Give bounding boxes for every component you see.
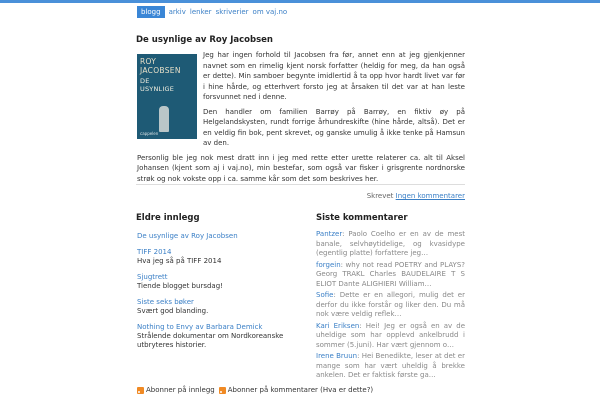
feed-links — [137, 386, 377, 394]
comment-author-link[interactable]: Kari Eriksen — [316, 321, 360, 330]
rss-icon — [219, 387, 226, 394]
cover-publisher: cappelen — [140, 131, 159, 136]
nav-arkiv[interactable]: arkiv — [168, 8, 186, 16]
comment-item — [316, 352, 465, 381]
comments-link[interactable]: Ingen kommentarer — [395, 192, 465, 200]
nav-skriverier[interactable]: skriverier — [215, 8, 249, 16]
cover-title-line2: USYNLIGE — [140, 85, 174, 93]
older-posts-title: Eldre innlegg — [136, 213, 200, 223]
comments-feed-link[interactable]: Abonner på kommentarer (Hva er dette?) — [227, 386, 374, 394]
older-posts-list — [137, 231, 302, 356]
comment-excerpt: : Paolo Coelho er en av de mest banale, selvhøytidelige, og kvasidype (egentlig platte) forfattere jeg… — [316, 230, 465, 257]
comment-author-link[interactable]: Irene Bruun — [316, 352, 358, 360]
recent-comments-list — [316, 230, 465, 383]
comment-excerpt: : Hei! Jeg er også en av de uheldige som har opplevd ankelbrudd i sommer (5.juni). Har vært gjennom o… — [316, 321, 465, 349]
nav-blogg[interactable]: blogg — [137, 6, 165, 18]
older-post-summary: Tiende blogget bursdag! — [137, 282, 223, 290]
top-accent-bar — [0, 0, 600, 3]
older-post-link[interactable]: TIFF 2014 — [137, 248, 172, 256]
post-divider — [136, 184, 465, 185]
list-item — [137, 322, 302, 350]
comment-author-link[interactable]: Pantzer — [316, 230, 343, 238]
list-item — [137, 272, 302, 291]
cover-author-line2: JACOBSEN — [140, 66, 181, 75]
comment-excerpt: : Hei Benedikte, leser at det er mange som har vært uheldig å brekke ankelen. Det er faktisk første ga… — [316, 352, 465, 379]
older-post-link[interactable]: De usynlige av Roy Jacobsen — [137, 232, 238, 240]
posts-feed-link[interactable]: Abonner på innlegg — [146, 386, 215, 394]
comment-item — [316, 322, 465, 351]
post-paragraph: Den handler om familien Barrøy på Barrøy, en fiktiv øy på Helgelandskysten, rundt forrige århundreskifte (hine hårde, altså). Det er en veldig fin bok, pent skrevet, og ganske umulig å ikke tenke på Hamsun av den. — [203, 107, 465, 147]
cover-author-line1: ROY — [140, 57, 157, 66]
nav-om[interactable]: om vaj.no — [252, 8, 288, 16]
comment-item — [316, 230, 465, 259]
cover-figure — [159, 106, 169, 132]
post-title[interactable]: De usynlige av Roy Jacobsen — [136, 35, 273, 45]
list-item — [137, 297, 302, 316]
post-meta — [136, 192, 465, 200]
cover-title-line1: DE — [140, 77, 150, 85]
main-nav — [137, 6, 291, 18]
comment-excerpt: : why not read POETRY and PLAYS? Georg TRAKL Charles BAUDELAIRE T S ELIOT Dante ALIGHIERI William… — [316, 260, 465, 288]
comment-author-link[interactable]: Sofie — [316, 291, 334, 299]
comment-item — [316, 261, 465, 290]
list-item — [137, 231, 302, 241]
older-post-summary: Strålende dokumentar om Nordkoreanske utbryteres historier. — [137, 332, 284, 349]
recent-comments-title: Siste kommentarer — [316, 213, 408, 223]
older-post-link[interactable]: Nothing to Envy av Barbara Demick — [137, 323, 263, 331]
comment-excerpt: : Dette er en allegori, mulig det er derfor du ikke forstår og liker den. Du må nok være veldig reflek… — [316, 291, 465, 318]
older-post-link[interactable]: Siste seks bøker — [137, 298, 194, 306]
list-item — [137, 247, 302, 266]
meta-prefix: Skrevet — [366, 192, 394, 200]
book-cover-image — [137, 54, 197, 139]
comment-item — [316, 291, 465, 320]
post-paragraph: Jeg har ingen forhold til Jacobsen fra før, annet enn at jeg gjenkjenner navnet som en rimelig kjent norsk forfatter (heldig for meg, da han også er dette). Min samboer begynte imidlertid å ta opp hvor hardt livet var før i hine hårde, og etterhvert forsto jeg at årsaken til det var at han leste forsvunnet ned i denne. — [203, 51, 465, 101]
nav-lenker[interactable]: lenker — [189, 8, 212, 16]
older-post-link[interactable]: Sjugtrett — [137, 273, 168, 281]
older-post-summary: Svært god blanding. — [137, 307, 209, 315]
post-paragraph: Personlig ble jeg nok mest dratt inn i jeg med rette etter urette relaterer ca. alt til Aksel Johansen (kjent som aj i vaj.no), min bestefar, som også var fisker i grisgrente nordnorske strøk og nok vokste opp i ca. samme kår som det som beskrives her. — [137, 153, 465, 183]
older-post-summary: Hva jeg så på TIFF 2014 — [137, 257, 222, 265]
comment-author-link[interactable]: forgein — [316, 260, 341, 269]
rss-icon — [137, 387, 144, 394]
